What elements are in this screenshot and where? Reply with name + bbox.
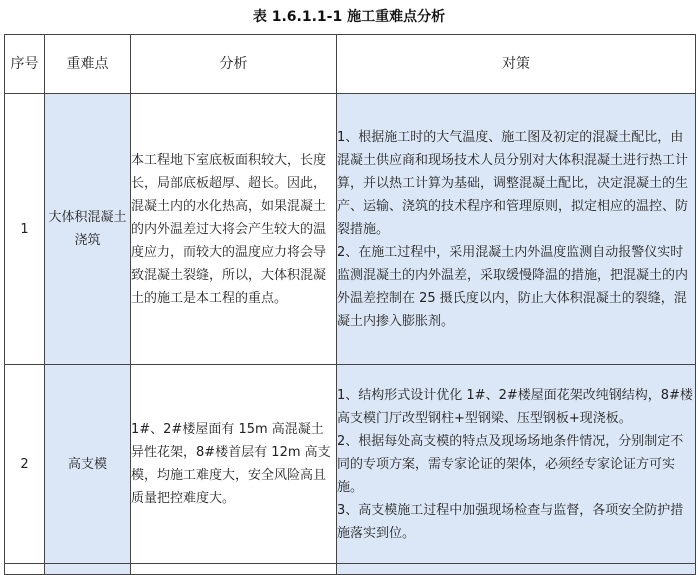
measures-cell — [337, 94, 696, 365]
difficulty-analysis-table — [4, 34, 696, 575]
header-measures: 对策 — [337, 35, 696, 94]
table-title: 表 1.6.1.1-1 施工重难点分析 — [252, 9, 446, 25]
header-no: 序号 — [5, 35, 45, 94]
table-row-partial — [5, 564, 696, 575]
difficulty-cell: 大体积混凝土浇筑 — [45, 94, 131, 365]
header-analysis: 分析 — [131, 35, 337, 94]
measure-item: 2、在施工过程中，采用混凝土内外温度监测自动报警仪实时监测混凝土的内外温差，采取缓慢降温的措施，把混凝土的内外温差控制在 25 摄氏度以内，防止大体积混凝土的裂缝，混凝土内掺入膨胀剂。 — [337, 244, 689, 329]
table-row — [5, 365, 696, 564]
table-header-row — [5, 35, 696, 94]
measure-item: 1、结构形式设计优化 1#、2#楼屋面花架改纯钢结构，8#楼高支模门厅改型钢柱+型钢梁、压型钢板+现浇板。 — [337, 387, 693, 426]
measures-cell — [337, 365, 696, 564]
row-number: 1 — [5, 94, 45, 365]
table-row — [5, 94, 696, 365]
analysis-cell: 本工程地下室底板面积较大，长度长，局部底板超厚、超长。因此，混凝土内的水化热高，如果混凝土的内外温差过大将会产生较大的温度应力，而较大的温度应力将会导致混凝土裂缝，所以，大体积混凝土的施工是本工程的重点。 — [131, 94, 337, 365]
analysis-cell: 1#、2#楼屋面有 15m 高混凝土异性花架，8#楼首层有 12m 高支模，均施工难度大，安全风险高且质量把控难度大。 — [131, 365, 337, 564]
measure-item: 3、高支模施工过程中加强现场检查与监督，各项安全防护措施落实到位。 — [337, 502, 684, 541]
header-difficulty: 重难点 — [45, 35, 131, 94]
difficulty-cell: 高支模 — [45, 365, 131, 564]
measure-item: 1、根据施工时的大气温度、施工图及初定的混凝土配比，由混凝土供应商和现场技术人员分别对大体积混凝土进行热工计算，并以热工计算为基础，调整混凝土配比，决定混凝土的生产、运输、浇筑的技术程序和管理原则，拟定相应的温控、防裂措施。 — [337, 129, 689, 237]
row-number: 2 — [5, 365, 45, 564]
measure-item: 2、根据每处高支模的特点及现场场地条件情况，分别制定不同的专项方案，需专家论证的架体，必须经专家论证方可实施。 — [337, 433, 684, 495]
